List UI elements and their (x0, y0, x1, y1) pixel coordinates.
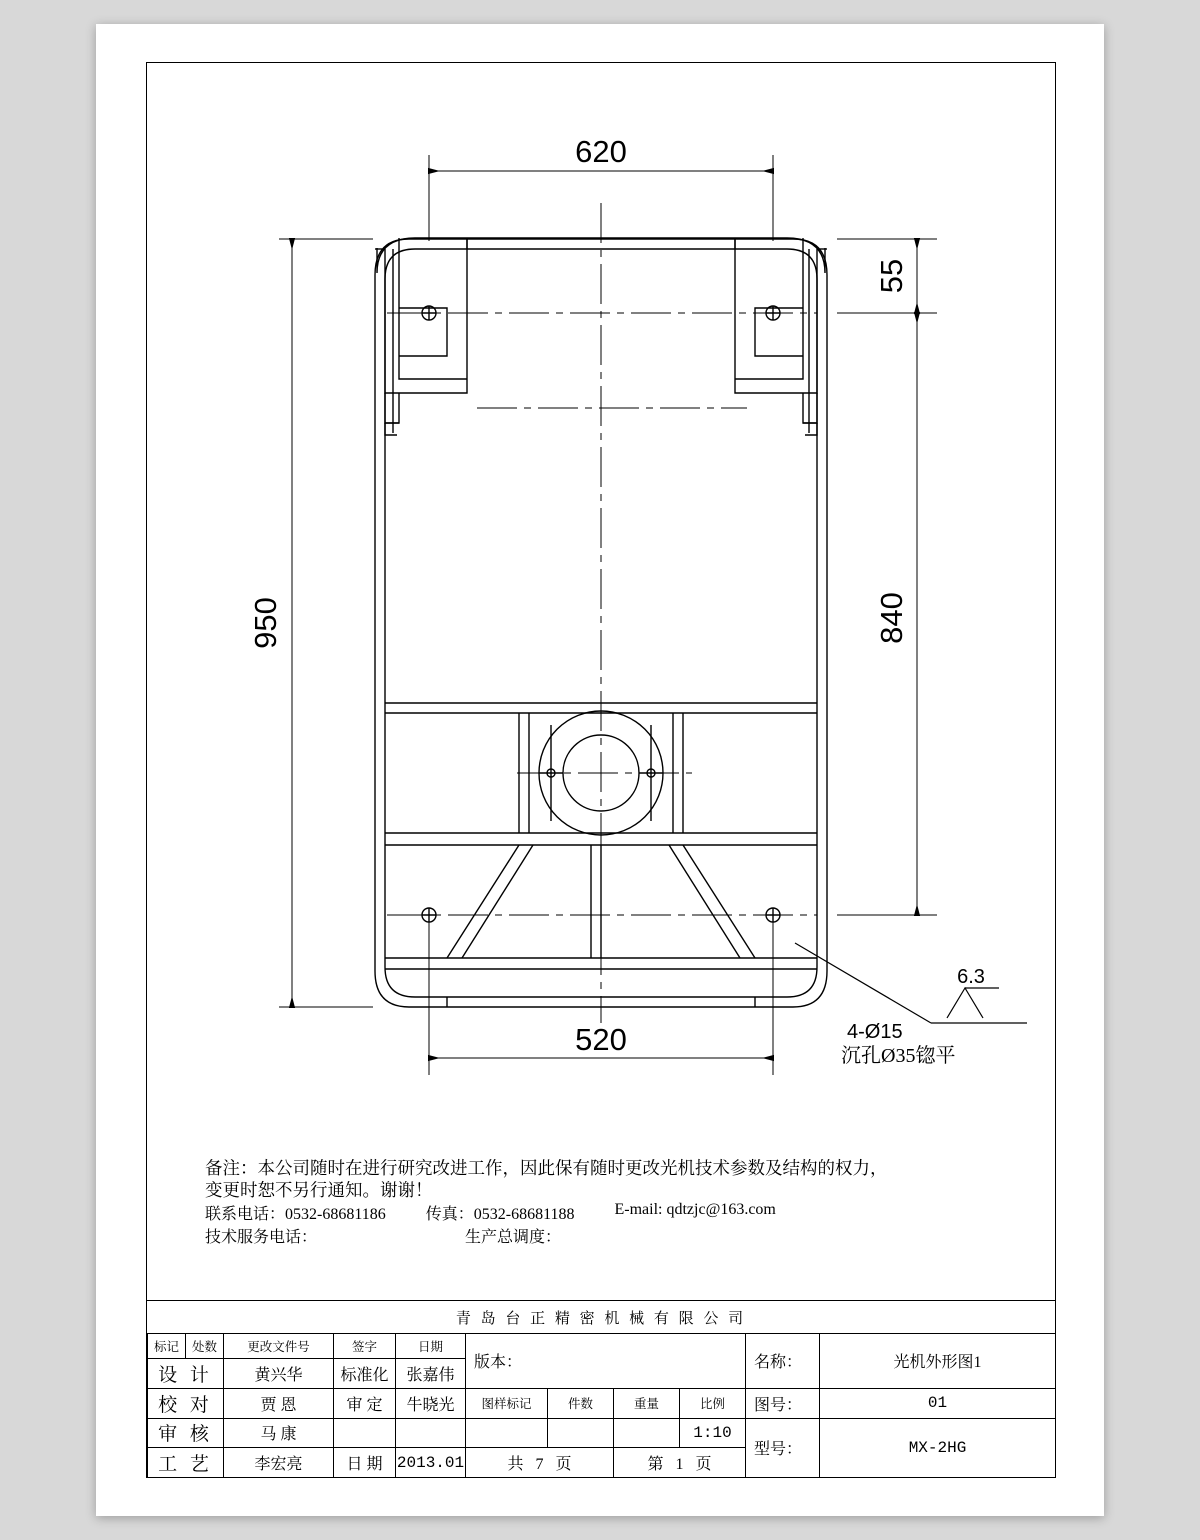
fax-label: 传真：0532-68681188 (425, 1206, 575, 1223)
name-value: 光机外形图1 (820, 1333, 1056, 1388)
role-name2-1: 牛晓光 (396, 1388, 466, 1418)
mark-header-0: 图样标记 (466, 1388, 548, 1418)
role-name2-3: 2013.01 (396, 1448, 466, 1478)
title-block (147, 1333, 1055, 1478)
pages-total-prefix: 共 (507, 1456, 524, 1474)
role-label-1: 校 对 (148, 1388, 224, 1418)
name-label: 名称： (746, 1333, 820, 1388)
rev-header-4: 日期 (396, 1333, 466, 1359)
dim-right-top: 55 (874, 258, 909, 294)
dim-left-height: 950 (248, 597, 283, 649)
role-label-2: 审 核 (148, 1418, 224, 1448)
paper-sheet (96, 24, 1104, 1516)
model-value: MX-2HG (820, 1418, 1056, 1478)
mark-value-2 (614, 1418, 680, 1448)
pages-total-value: 7 (535, 1456, 544, 1474)
hole-callout-line2: 沉孔Ø35锪平 (841, 1045, 956, 1067)
mark-value-1 (548, 1418, 614, 1448)
dispatch-label: 生产总调度： (465, 1229, 562, 1246)
hole-callout-line1: 4-Ø15 (847, 1021, 903, 1043)
service-row (147, 1224, 1055, 1247)
dim-top-width: 620 (575, 134, 627, 169)
note-line-1: 备注：本公司随时在进行研究改进工作，因此保有随时更改光机技术参数及结构的权力， (205, 1158, 888, 1178)
technical-drawing (147, 63, 1055, 1163)
number-value: 01 (820, 1388, 1056, 1418)
roughness-value: 6.3 (957, 966, 985, 988)
company-name: 青 岛 台 正 精 密 机 械 有 限 公 司 (147, 1300, 1055, 1334)
service-label: 技术服务电话： (205, 1229, 318, 1246)
number-label: 图号： (746, 1388, 820, 1418)
mark-header-3: 比例 (680, 1388, 746, 1418)
dim-bottom-width: 520 (575, 1022, 627, 1057)
phone-label: 联系电话：0532-68681186 (205, 1206, 386, 1223)
rev-header-0: 标记 (148, 1333, 186, 1359)
role-label-3: 工 艺 (148, 1448, 224, 1478)
role-label2-2 (334, 1418, 396, 1448)
role-label2-1: 审 定 (334, 1388, 396, 1418)
drawing-frame (146, 62, 1056, 1478)
pages-current-value: 1 (675, 1456, 684, 1474)
role-name-1: 贾 恩 (224, 1388, 334, 1418)
rev-header-1: 处数 (186, 1333, 224, 1359)
version-cell: 版本： (466, 1333, 746, 1388)
pages-current (614, 1448, 746, 1478)
mark-header-1: 件数 (548, 1388, 614, 1418)
role-name-3: 李宏亮 (224, 1448, 334, 1478)
notes-block (147, 1157, 1055, 1247)
role-label-0: 设 计 (148, 1359, 224, 1389)
role-name2-2 (396, 1418, 466, 1448)
email-label: E-mail: qdtzjc@163.com (614, 1201, 776, 1218)
model-label: 型号： (746, 1418, 820, 1478)
dim-right-height: 840 (874, 592, 909, 644)
mark-value-0 (466, 1418, 548, 1448)
pages-total-suffix: 页 (555, 1456, 572, 1474)
pages-total (466, 1448, 614, 1478)
pages-current-suffix: 页 (695, 1456, 712, 1474)
rev-header-3: 签字 (334, 1333, 396, 1359)
pages-current-prefix: 第 (647, 1456, 664, 1474)
role-label2-0: 标准化 (334, 1359, 396, 1389)
role-name-2: 马 康 (224, 1418, 334, 1448)
contact-row (147, 1201, 1055, 1224)
role-name-0: 黄兴华 (224, 1359, 334, 1389)
note-line-2: 变更时恕不另行通知。谢谢！ (205, 1180, 433, 1200)
rev-header-2: 更改文件号 (224, 1333, 334, 1359)
scale-value: 1:10 (680, 1418, 746, 1448)
role-name2-0: 张嘉伟 (396, 1359, 466, 1389)
mark-header-2: 重量 (614, 1388, 680, 1418)
role-label2-3: 日 期 (334, 1448, 396, 1478)
